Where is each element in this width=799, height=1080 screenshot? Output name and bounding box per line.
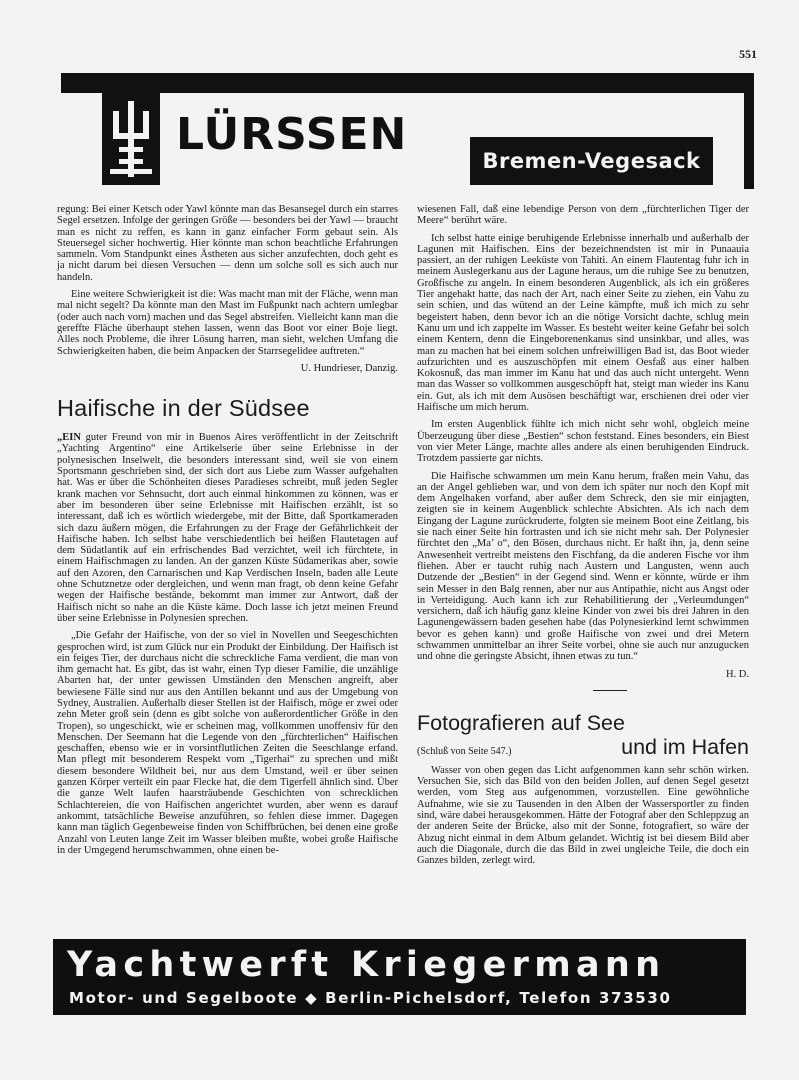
author-signature-hundrieser: U. Hundrieser, Danzig. [300, 362, 398, 374]
haifische-paragraph-6 [417, 471, 749, 663]
page-number: 551 [739, 47, 757, 61]
starrsegel-paragraph-2-text: Eine weitere Schwierigkeit ist die: Was macht man mit der Fläche, wenn man mal nicht segelt? Da könnte man den Mast im Fußpunkt nach achtern umlegbar (oder auch nach vorn) machen und das Segel abstreifen. Vielleicht kann man die gereffte Fläche überhaupt stehen lassen, wenn das Boot vor einer Boje liegt. Alles noch Probleme, die ihrer Lösung harren, man sieht, welchen Umfang die Schwierigkeiten haben, die beim Anpacken der Starrsegelidee auftreten.“ [57, 289, 398, 357]
article-heading-fotografieren-row [417, 735, 749, 759]
lurssen-location: Bremen-Vegesack [470, 137, 713, 185]
kriegermann-advertisement [53, 939, 746, 1015]
ad-top-bar [61, 73, 754, 93]
starrsegel-paragraph-2 [57, 289, 398, 357]
haifische-paragraph-5: Im ersten Augenblick fühlte ich mich nicht sehr wohl, obgleich meine Überzeugung über diese „Bestien“ schon feststand. Eines besonders, ein Biest von vier Meter Länge, machte alles andere als einen beruhigenden Eindruck. Trotzdem passierte gar nichts. [417, 419, 749, 465]
haifische-paragraph-2: „Die Gefahr der Haifische, von der so viel in Novellen und Seegeschichten gesprochen wird, ist zum Glück nur ein Produkt der Einbildung. Der Haifisch ist ein feiges Tier, der durchaus nicht die schreckliche Fama verdient, die man von ihm gemacht hat. Es gibt, das ist wahr, einen Typ dieser Familie, die unzählige Abarten hat, der unter gewissen Umständen den Menschen angreift, aber bewiesene Fälle sind nur aus den Antillen bekannt und aus der Umgebung von Sydney, Australien. Außerhalb dieser Stellen ist der Haifisch, möge er zwei oder zehn Meter groß sein (denn es gibt solche von außerordentlicher Größe in den Tropen), so ungeschickt, wie er scheinen mag, vollkommen unoffensiv für den Menschen. Der Seemann hat die Legende von den „fürchterlichen“ Haifischen geschaffen, ebenso wie er in vorsintflutlichen Zeiten die Seeschlange erfand. Man pflegt mit besonderem Respekt vom „Tigerhai“ zu sprechen und mißt diesem besondere Wildheit bei, nur aus dem Umstand, weil er über seinen ganzen Körper verteilt ein paar Flecke hat, die dem Tigerfell ähnlich sind. Über die ganze Welt laufen haarsträubende Geschichten von schrecklichen Schlachtereien, die von Haifischen angerichtet wurden, aber wenn es darauf ankommt, tatsächliche Beweise anzuführen, so fehlen diese immer. Dagegen kann man täglich Gegenbeweise finden von Schiffbrüchen, bei denen eine große Anzahl von Leuten lange Zeit im Wasser bleiben mußte, wobei große Haifische in der Umgegend herumschwammen, ohne einen be- [57, 630, 398, 856]
lurssen-advertisement [61, 73, 754, 189]
haifische-paragraph-6-text: Die Haifische schwammen um mein Kanu herum, fraßen mein Vahu, das an der Angel geblieben war, und von dem ich später nur noch den Kopf mit dem Angelhaken vorfand, aber außer dem Schreck, den sie mir einjagten, zeigten sie in keinem Augenblick schlechte Absichten. Als ich nach dem Eingang der Lagune zurückruderte, folgten sie meinem Boot eine Zeitlang, bis sie nach einer Seite hin fortrasten und ich sie nicht mehr sah. Der Polynesier fürchtet den „Ma’ o“, den Bösen, durchaus nicht. Er haßt ihn, ja, denn seine Anwesenheit vertreibt meistens den Fischfang, da die anderen Fische vor ihm fliehen. Aber er taucht ruhig nach Austern und Langusten, wenn auch Dutzende der „Bestien“ in der Gegend sind. Wenn er könnte, würde er ihm sein Messer in den Balg rennen, aber nur aus Antipathie, nicht aus Angst oder in Verteidigung. Auch kann ich zur Rehabilitierung der „Verleumdungen“ versichern, daß ich häufig ganz kleine Kinder von zwei bis drei Jahren in den Lagunengewässern baden gesehen habe (das Polynesierkind lernt schwimmen bevor es gehen kann) und große Haifische von zwei und drei Metern schwammen unmittelbar an ihrer Seite vorbei, ohne sie auch nur anzugucken und ohne die geringste Absicht, ihnen etwas zu tun.“ [417, 470, 749, 663]
right-column [417, 204, 749, 873]
kriegermann-name: Yachtwerft Kriegermann [67, 945, 666, 985]
haifische-intro-paragraph [57, 432, 398, 624]
starrsegel-paragraph-1: regung: Bei einer Ketsch oder Yawl könnte man das Besansegel durch ein starres Segel ersetzen. Infolge der geringen Größe — besonders bei der Yawl — braucht man es nicht zu reffen, es kann in ganz einfacher Form gebaut sein. Als Steuersegel sicher hochwertig. Hier könnte man schon beachtliche Erfahrungen sammeln. Vom Standpunkt eines Ästheten aus sicher anzufechten, doch geht es ja nicht darum bei diesen Versuchen — denn um solche soll es sich auch nur handeln. [57, 204, 398, 283]
continuation-note: (Schluß von Seite 547.) [417, 745, 512, 757]
trident-emblem-icon [102, 93, 160, 185]
haifische-paragraph-3: wiesenen Fall, daß eine lebendige Person von dem „fürchterlichen Tiger der Meere“ berührt wäre. [417, 204, 749, 227]
dropcap: „EIN [57, 432, 81, 444]
article-heading-haifische: Haifische in der Südsee [57, 395, 310, 422]
haifische-paragraph-4: Ich selbst hatte einige beruhigende Erlebnisse innerhalb und außerhalb der Lagunen mit Haifischen. Eins der bezeichnendsten ist mir in Punaauia passiert, an der ruhigen Leeküste von Tahiti. An einem Flautentag fuhr ich in meinem Auslegerkanu aus der Lagune heraus, um die ruhige See zu benutzen, Großfische zu angeln. In einem besonderen Augenblick, als ich ein größeres Tier angehakt hatte, das nach der Art, nach einer Seite zu ziehen, ein Vahu zu sein schien, und das wütend an der Leine kämpfte, muß ich mich zu sehr begeistert haben, denn bevor ich an die nötige Vorsicht dachte, schlug mein Kanu um und ich zappelte im Wasser. Es besteht weiter keine Gefahr bei solch einem Kentern, denn die Eingeborenenkanus sind unsinkbar, und alles, was man zu machen hat bei einem solchen unfreiwilligen Bad ist, das Boot wieder aufzurichten und es auszuschöpfen mit einem Oesfaß aus einer halben Kokosnuß, das man immer im Kanu hat und das auch nicht untergeht. Wenn man das Wasser so vollkommen ausgeschöpft hat, steigt man wieder ins Kanu ein. Gut, als ich mit dem Ausösen beschäftigt war, erschienen drei oder vier Haifische um mich herum. [417, 232, 749, 414]
author-signature-hd: H. D. [725, 668, 749, 680]
article-heading-fotografieren-line-2: und im Hafen [621, 734, 749, 759]
article-heading-fotografieren-line-1: Fotografieren auf See [417, 710, 625, 735]
fotografieren-paragraph: Wasser von oben gegen das Licht aufgenommen kann sehr schön wirken. Versuchen Sie, sich das Bild von den beiden Jollen, auf denen Segel gesetzt werden, vom Steg aus aufgenommen, vorzustellen. Eine gewöhnliche Aufnahme, wie sie zu Tausenden in den Alben der Wassersportler zu finden sind, wäre dabei herausgekommen. Hätte der Fotograf aber den Schleppzug an der anderen Seite der Brücke, also mit der Sonne, fotografiert, so wäre der Abzug nicht einmal in dem Album gelandet. Wichtig ist bei diesem Bild aber auch die Diagonale, durch die das Bild in zwei ungleiche Teile, die doch ein Ganzes bilden, zerlegt wird. [417, 764, 749, 867]
haifische-intro-text: guter Freund von mir in Buenos Aires veröffentlicht in der Zeitschrift „Yachting Argentino“ eine Artikelserie über seine Erlebnisse in der polynesischen Inselwelt, die besonders interessant sind, weil sie von einem Sportsmann geschrieben sind, der sich dort aus Liebe zum Wasser aufgehalten hat. Was er über die Schönheiten dieses Paradieses schreibt, muß jeden Segler krank machen vor Sehnsucht, dort auch einmal hinkommen zu können, was er aber im besonderen über seine Erlebnisse mit Haifischen erzählt, ist so interessant, daß ich es wörtlich wiedergebe, mit der Bitte, daß Sportkameraden sich dazu äußern mögen, die Erfahrungen zu der Frage der Gefährlichkeit der Haifische haben. Ich selbst habe verschiedentlich bei heißen Flautetagen auf dem Südatlantik auf ein erfrischendes Bad verzichtet, weil ich fürchtete, in einem Haifischmagen zu landen. An der ganzen Küste Südamerikas aber, sowie auf den Azoren, den Carnarischen und Kap Verdischen Inseln, baden alle Leute ohne Schutznetze oder dergleichen, und wenn man fragt, ob denn keine Gefahr wegen der Haifische bestände, bekommt man immer zur Antwort, daß der Haifisch nicht so nahe an die Küste käme. Doch lasse ich jetzt meinen Freund über seine Erlebnisse in Polynesien sprechen. [57, 432, 398, 624]
lurssen-brand: LÜRSSEN [176, 109, 408, 160]
ad-right-bar [744, 93, 754, 189]
left-column [57, 204, 398, 862]
kriegermann-services: Motor- und Segelboote ◆ Berlin-Pichelsdorf, Telefon 373530 [69, 989, 672, 1007]
article-divider [593, 690, 627, 691]
